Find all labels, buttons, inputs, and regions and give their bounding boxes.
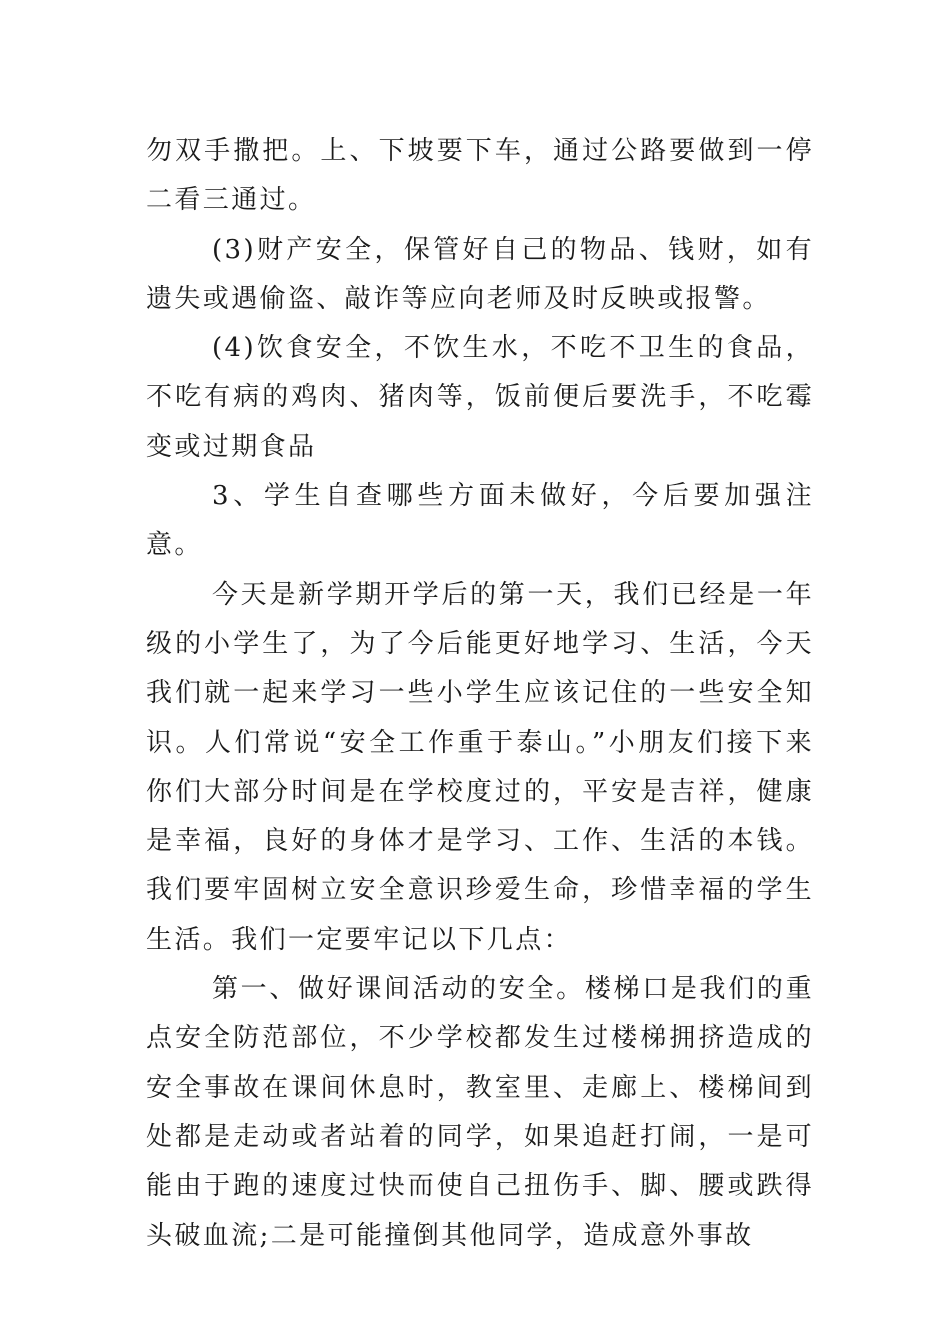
body-text	[146, 127, 814, 1261]
paragraph-cycling-rules: 勿双手撒把。上、下坡要下车，通过公路要做到一停二看三通过。	[146, 136, 814, 216]
paragraph-first-day: 今天是新学期开学后的第一天，我们已经是一年级的小学生了，为了今后能更好地学习、生活，今天我们就一起来学习一些小学生应该记住的一些安全知识。人们常说“安全工作重于泰山。”小朋友们接下来你们大部分时间是在学校度过的，平安是吉祥，健康是幸福，良好的身体才是学习、工作、生活的本钱。我们要牢固树立安全意识珍爱生命，珍惜幸福的学生生活。我们一定要牢记以下几点：	[146, 579, 814, 955]
paragraph-recess-safety: 第一、做好课间活动的安全。楼梯口是我们的重点安全防范部位，不少学校都发生过楼梯拥挤造成的安全事故在课间休息时，教室里、走廊上、楼梯间到处都是走动或者站着的同学，如果追赶打闹，一是可能由于跑的速度过快而使自己扭伤手、脚、腰或跌得头破血流;二是可能撞倒其他同学，造成意外事故	[146, 974, 814, 1251]
paragraph-property-safety: (3)财产安全，保管好自己的物品、钱财，如有遗失或遇偷盗、敲诈等应向老师及时反映或报警。	[146, 234, 814, 314]
paragraph-self-check: 3、学生自查哪些方面未做好，今后要加强注意。	[146, 481, 814, 561]
paragraph-food-safety: (4)饮食安全，不饮生水，不吃不卫生的食品，不吃有病的鸡肉、猪肉等，饭前便后要洗手，不吃霉变或过期食品	[146, 333, 814, 462]
